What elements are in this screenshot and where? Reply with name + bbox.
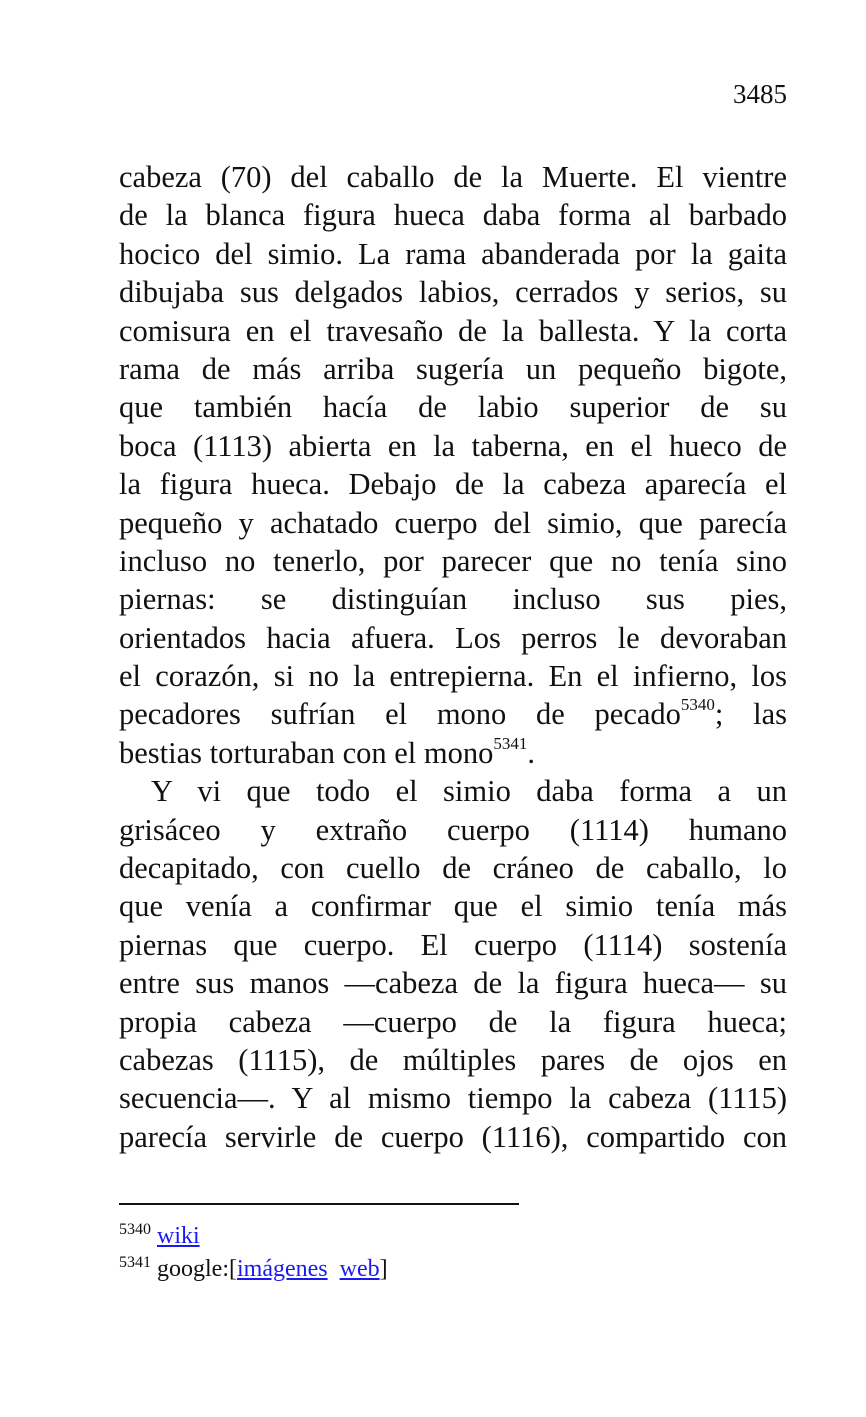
footnote-number: 5340 [119, 1221, 151, 1238]
text-line: propia cabeza —cuerpo de la figura hueca; [119, 1004, 787, 1039]
text-line: orientados hacia afuera. Los perros le devoraban [119, 620, 787, 655]
text-segment: . [527, 735, 535, 770]
wiki-link[interactable]: wiki [157, 1223, 200, 1249]
text-line: cabezas (1115), de múltiples pares de ojos en [119, 1042, 787, 1077]
text-line: boca (1113) abierta en la taberna, en el hueco de [119, 428, 787, 463]
text-line: dibujaba sus delgados labios, cerrados y serios, su [119, 275, 787, 310]
text-line: piernas: se distinguían incluso sus pies, [119, 582, 787, 617]
text-line: entre sus manos —cabeza de la figura hueca— su [119, 966, 787, 1001]
text-line: rama de más arriba sugería un pequeño bigote, [119, 351, 787, 386]
text-line-with-footnote [119, 734, 787, 772]
text-line-with-footnote [119, 695, 787, 733]
text-line: hocico del simio. La rama abanderada por la gaita [119, 236, 787, 271]
text-line: grisáceo y extraño cuerpo (1114) humano [119, 812, 787, 847]
text-segment: ; las [714, 697, 787, 732]
text-line: el corazón, si no la entrepierna. En el infierno, los [119, 659, 787, 694]
text-line: comisura en el travesaño de la ballesta. Y la corta [119, 313, 787, 348]
text-line: de la blanca figura hueca daba forma al barbado [119, 198, 787, 233]
footnote-number: 5341 [119, 1254, 151, 1271]
footnote-5340 [119, 1220, 787, 1253]
text-line: cabeza (70) del caballo de la Muerte. El vientre [119, 160, 787, 194]
images-link[interactable]: imágenes [236, 1256, 328, 1282]
footnote-ref-5341[interactable]: 5341 [493, 733, 528, 753]
text-line: Y vi que todo el simio daba forma a un [151, 774, 787, 809]
text-line: pequeño y achatado cuerpo del simio, que parecía [119, 505, 787, 540]
footnote-prefix: google:[ [157, 1256, 237, 1282]
web-link[interactable]: web [339, 1256, 380, 1282]
text-line: secuencia—. Y al mismo tiempo la cabeza (1115) [119, 1081, 787, 1116]
text-line: decapitado, con cuello de cráneo de caballo, lo [119, 851, 787, 886]
footnote-divider [119, 1203, 519, 1205]
footnotes [119, 1220, 787, 1286]
text-line: la figura hueca. Debajo de la cabeza aparecía el [119, 467, 787, 502]
footnote-suffix: ] [379, 1256, 388, 1282]
text-line: piernas que cuerpo. El cuerpo (1114) sostenía [119, 927, 787, 962]
body-text [119, 158, 787, 1156]
page-number: 3485 [733, 79, 787, 109]
footnote-ref-5340[interactable]: 5340 [680, 695, 715, 715]
text-line: que también hacía de labio superior de su [119, 390, 787, 425]
text-line: parecía servirle de cuerpo (1116), compartido con [119, 1119, 787, 1154]
text-segment: pecadores sufrían el mono de pecado [119, 697, 681, 732]
text-segment: bestias torturaban con el mono [119, 735, 494, 770]
footnote-5341 [119, 1253, 787, 1286]
text-line: incluso no tenerlo, por parecer que no tenía sino [119, 543, 787, 578]
text-line: que venía a confirmar que el simio tenía más [119, 889, 787, 924]
